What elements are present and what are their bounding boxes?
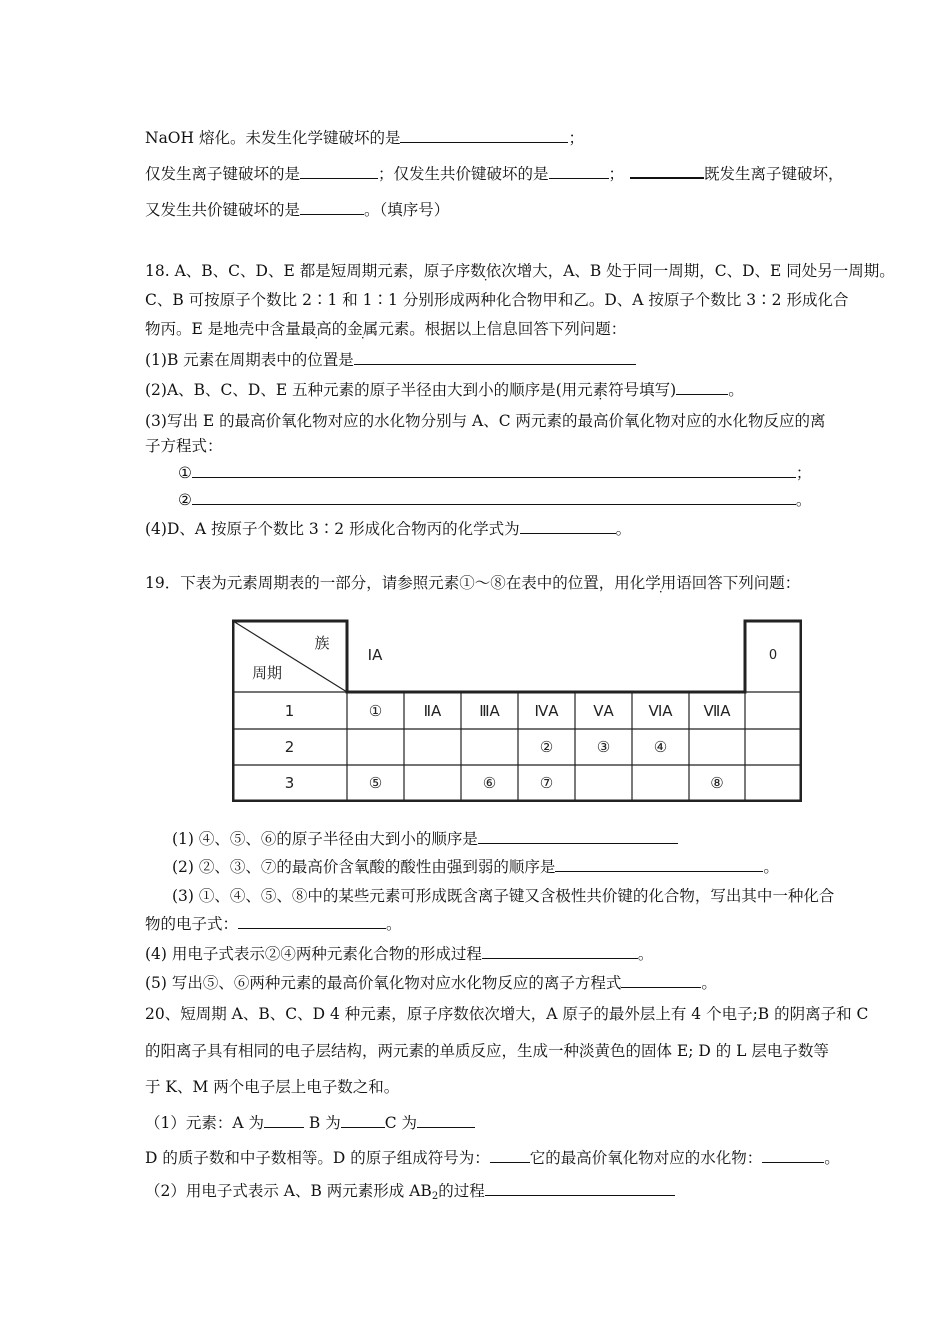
q17-line3 [145, 200, 449, 220]
q18-l3-a: 物丙。E 是地壳中含量 [145, 320, 301, 338]
answer-blank[interactable] [630, 163, 704, 179]
q17-line2-b: ；仅发生共价键破坏的是 [378, 165, 549, 183]
q17-line1-text: NaOH 熔化。未发生化学键破坏的是 [145, 129, 401, 147]
answer-blank[interactable] [555, 857, 763, 872]
q18-part1 [145, 350, 636, 370]
answer-blank[interactable] [300, 200, 364, 215]
q18-l3-emphasis-2: 金属 [347, 320, 379, 338]
table-cell: ④ [653, 738, 668, 756]
table-cell: ⅦA [703, 702, 731, 720]
q18-eq1-label: ① [178, 464, 192, 482]
q19-sub3-b [145, 914, 402, 934]
header-group-label: 族 [314, 634, 330, 652]
table-cell: ⅥA [648, 702, 673, 720]
q18-part4 [145, 519, 631, 539]
table-cell: ③ [596, 738, 611, 756]
q18-eq1 [178, 463, 811, 483]
q19-intro-emphasis: 化学用语 [629, 574, 692, 592]
q18-line1 [145, 261, 895, 281]
table-cell: ⅡA [423, 702, 442, 720]
q18-part3-a: (3)写出 E 的最高价氧化物对应的水化物分别与 A、C 两元素的最高价氧化物对应的水化物反应的离 [145, 412, 826, 430]
q20-part3-sub: 2 [431, 1191, 439, 1202]
table-cell: ⑦ [539, 774, 554, 792]
answer-blank[interactable] [490, 1148, 530, 1163]
q18-part2-d: 。 [728, 381, 744, 399]
answer-blank[interactable] [417, 1113, 475, 1128]
answer-blank[interactable] [762, 1148, 824, 1163]
q18-eq2 [178, 490, 811, 510]
periodic-table [232, 618, 802, 802]
q19-sub2-a: (2) ②、③、⑦的最高价含氧酸的酸性由强到弱的顺序是 [172, 858, 556, 876]
q17-line1-end: ； [568, 129, 584, 147]
header-group-0: 0 [768, 648, 778, 663]
q17-line2-c: ； [608, 165, 625, 183]
q19-sub1 [172, 829, 678, 849]
table-cell: ⑤ [368, 774, 383, 792]
q19-sub2-b: 。 [763, 858, 779, 876]
q18-eq2-end: 。 [795, 491, 812, 509]
table-cell: ⅤA [593, 702, 614, 720]
q20-part2-c: 。 [824, 1149, 840, 1167]
period-label: 1 [284, 702, 295, 720]
answer-blank[interactable] [341, 1113, 385, 1128]
q17-line1 [145, 128, 584, 148]
answer-blank[interactable] [264, 1113, 304, 1128]
q18-part2-c: 填写) [639, 381, 677, 399]
q18-part2-emphasis: 用元素符号 · [562, 381, 640, 399]
header-group-1a: ⅠA [367, 646, 383, 664]
q20-line2: 的阳离子具有相同的电子层结构，两元素的单质反应，生成一种淡黄色的固体 E; D 的 L 层电子数等 [145, 1042, 829, 1060]
q18-part4-b: 。 [615, 520, 632, 538]
answer-blank[interactable] [192, 463, 796, 478]
q19-sub2 [172, 857, 779, 877]
q18-l3-emphasis-1: 最高 [300, 320, 332, 338]
q17-line3-a: 又发生共价键破坏的是 [145, 201, 301, 219]
table-cell: ⑥ [482, 774, 497, 792]
q19-sub4 [145, 944, 653, 964]
q19-intro [145, 573, 800, 593]
answer-blank[interactable] [549, 164, 609, 179]
answer-blank[interactable] [676, 380, 728, 395]
table-cell: ① [368, 702, 383, 720]
answer-blank[interactable] [238, 914, 386, 929]
q18-line3 [145, 319, 626, 339]
answer-blank[interactable] [485, 1181, 675, 1196]
period-label: 2 [284, 738, 295, 756]
period-label: 3 [284, 774, 295, 792]
q20-part2 [145, 1181, 675, 1207]
q18-part2 [145, 380, 744, 400]
q20-part3-b: 的过程 [438, 1182, 485, 1200]
q19-sub3-b-text: 物的电子式： [145, 915, 239, 933]
q18-part4-a: (4)D、A 按原子个数比 3∶2 形成化合物丙的化学式为 [145, 520, 520, 538]
q18-eq2-label: ② [178, 491, 192, 509]
q18-eq1-end: ； [795, 464, 812, 482]
q18-l3-c: 的 [331, 320, 348, 338]
q18-l1-a: 18. A、B、C、D、E 都是短周期元素， [145, 262, 424, 280]
q19-intro-c: 回答下列问题： [691, 574, 801, 592]
q18-l1-emphasis: 原子序数依次增大 · [424, 262, 548, 280]
q19-sub1-text: (1) ④、⑤、⑥的原子半径由大到小的顺序是 [172, 830, 478, 848]
q18-part2-a: (2)A、B、C、D、E 五种元素的原子半径由大到小的顺序是( [145, 381, 562, 399]
table-cell: ⑧ [710, 774, 724, 792]
q19-sub5-a: (5) 写出⑤、⑥两种元素的最高价氧化物对应水化物反应的离子方程式 [145, 974, 622, 992]
q18-l1-c: ，A、B 处于同一周期，C、D、E 同处另一周期。 [547, 262, 895, 280]
answer-blank[interactable] [621, 973, 701, 988]
answer-blank[interactable] [520, 519, 616, 534]
q17-line2 [145, 163, 844, 184]
q20-part1-c: C 为 [384, 1114, 418, 1132]
q20-part1-b: B 为 [303, 1114, 341, 1132]
q20-line3: 于 K、M 两个电子层上电子数之和。 [145, 1078, 400, 1096]
answer-blank[interactable] [400, 128, 568, 143]
q18-part1-text: (1)B 元素在周期表中的位置是 [145, 351, 354, 369]
answer-blank[interactable] [192, 490, 796, 505]
q20-part2-b: 它的最高价氧化物对应的水化物： [529, 1149, 763, 1167]
q19-sub4-a: (4) 用电子式表示②④两种元素化合物的形成过程 [145, 945, 482, 963]
q17-line3-b: 。（填序号） [364, 201, 450, 219]
q17-line2-d: 既发生离子键破坏， [704, 165, 844, 183]
answer-blank[interactable] [354, 350, 636, 365]
table-cell: ② [539, 738, 554, 756]
q19-sub5 [145, 973, 717, 993]
q20-part1 [145, 1113, 475, 1133]
answer-blank[interactable] [478, 829, 678, 844]
answer-blank[interactable] [300, 164, 378, 179]
answer-blank[interactable] [482, 944, 638, 959]
q20-line1: 20、短周期 A、B、C、D 4 种元素，原子序数依次增大，A 原子的最外层上有 4 个电子;B 的阴离子和 C [145, 1005, 869, 1023]
q19-sub4-b: 。 [637, 945, 654, 963]
q20-part1-a: （1）元素：A 为 [145, 1114, 264, 1132]
q17-line2-a: 仅发生离子键破坏的是 [145, 165, 301, 183]
table-cell: ⅣA [534, 702, 559, 720]
q19-sub5-b: 。 [701, 974, 717, 992]
q20-part3-a: （2）用电子式表示 A、B 两元素形成 AB [145, 1182, 432, 1200]
q18-l3-e: 元素。根据以上信息回答下列问题： [378, 320, 627, 338]
table-cell: ⅢA [479, 702, 500, 720]
q19-intro-a: 19．下表为元素周期表的一部分，请参照元素①～⑧在表中的位置，用 [145, 574, 630, 592]
q19-sub3-c: 。 [386, 915, 402, 933]
q18-line2: C、B 可按原子个数比 2∶1 和 1∶1 分别形成两种化合物甲和乙。D、A 按原子个数比 3∶2 形成化合 [145, 291, 849, 309]
q19-sub3-a: (3) ①、④、⑤、⑧中的某些元素可形成既含离子键又含极性共价键的化合物，写出其中一种化合 [172, 887, 835, 905]
q20-part2-a: D 的质子数和中子数相等。D 的原子组成符号为： [145, 1149, 490, 1167]
q20-part1-d [145, 1148, 840, 1168]
q18-part3-b: 子方程式： [145, 437, 223, 455]
header-period-label: 周期 [251, 664, 282, 682]
